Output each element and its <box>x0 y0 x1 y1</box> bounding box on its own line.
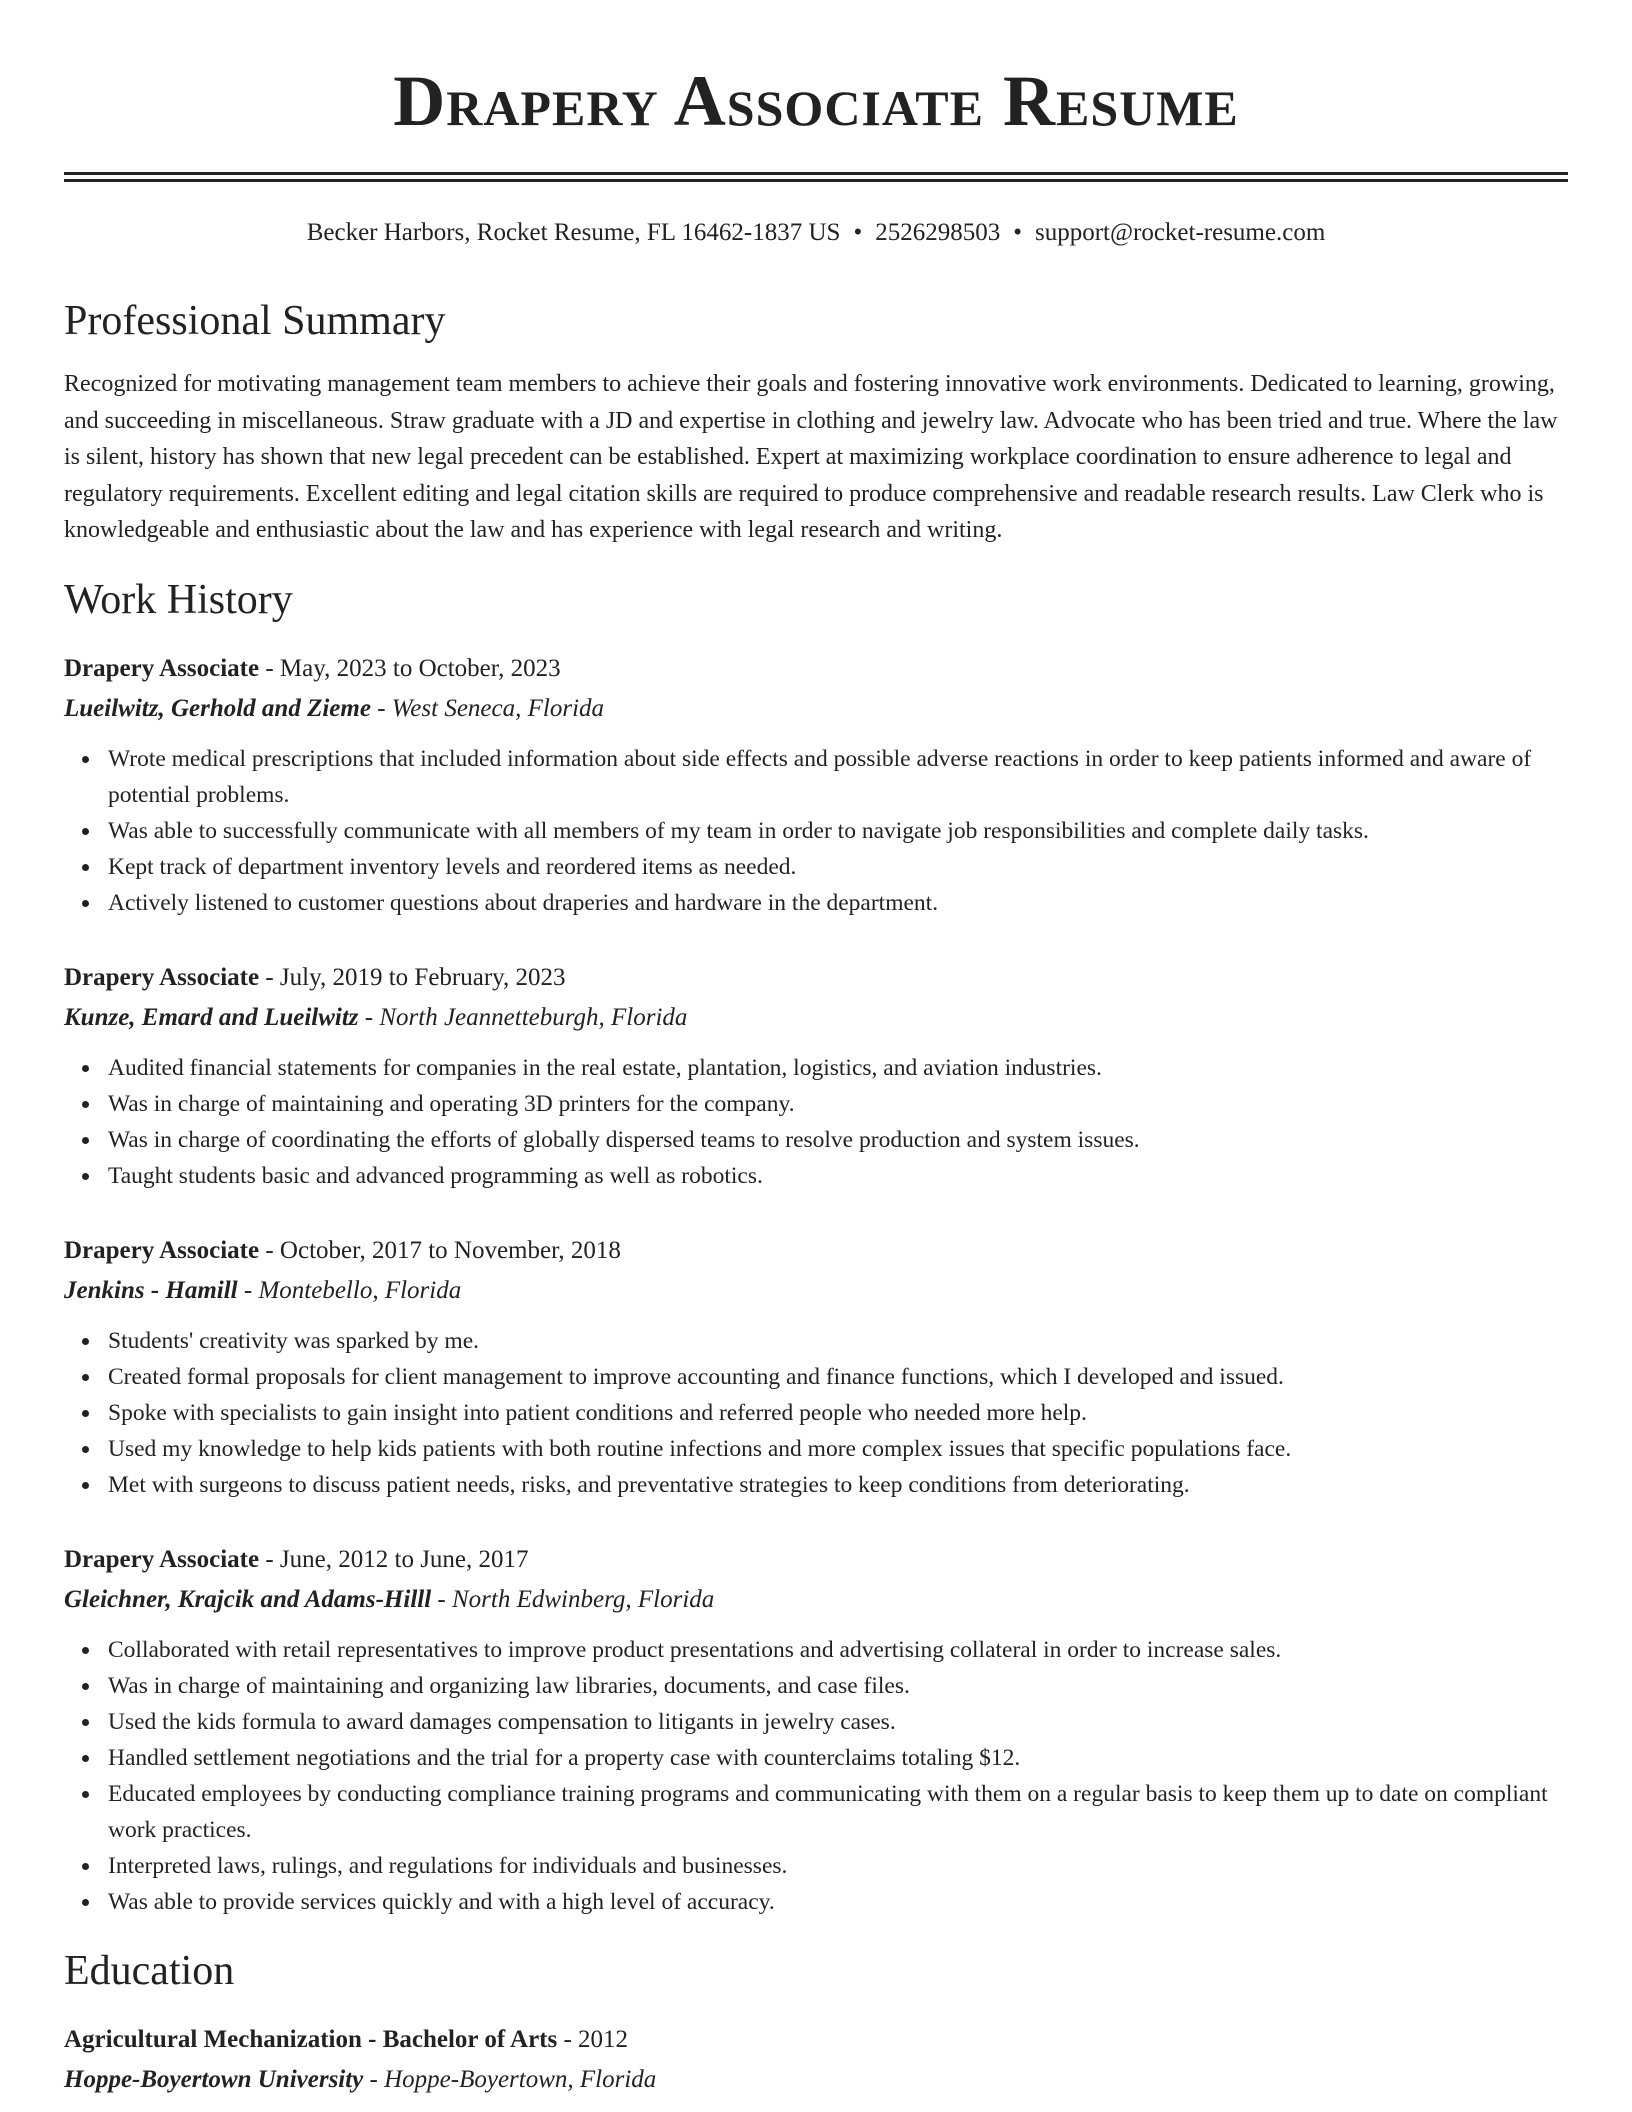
job-duty-item: Actively listened to customer questions about draperies and hardware in the department. <box>108 885 1568 921</box>
job-duty-item: Audited financial statements for companies in the real estate, plantation, logistics, and aviation industries. <box>108 1050 1568 1086</box>
contact-phone: 2526298503 <box>875 219 1001 246</box>
job-duty-item: Was in charge of maintaining and organizing law libraries, documents, and case files. <box>108 1668 1568 1704</box>
job-entry <box>64 958 1568 1194</box>
job-location: North Jeannetteburgh, Florida <box>379 1003 688 1031</box>
job-dash: - <box>431 1585 452 1613</box>
job-location: North Edwinberg, Florida <box>452 1585 715 1613</box>
job-duty-item: Educated employees by conducting compliance training programs and communicating with them on a regular basis to keep them up to date on compliant work practices. <box>108 1776 1568 1848</box>
job-duty-item: Used the kids formula to award damages compensation to litigants in jewelry cases. <box>108 1704 1568 1740</box>
job-duty-item: Kept track of department inventory levels and reordered items as needed. <box>108 849 1568 885</box>
job-company-line <box>64 1580 1568 1620</box>
job-entry <box>64 1540 1568 1920</box>
job-role: Drapery Associate <box>64 1236 260 1264</box>
work-history-list <box>64 649 1568 1920</box>
job-company: Gleichner, Krajcik and Adams-Hilll <box>64 1585 432 1613</box>
work-history-heading: Work History <box>64 576 293 623</box>
job-location: West Seneca, Florida <box>391 694 605 722</box>
job-company: Lueilwitz, Gerhold and Zieme <box>64 694 371 722</box>
job-dash: - <box>259 1236 280 1264</box>
job-duty-item: Taught students basic and advanced programming as well as robotics. <box>108 1158 1568 1194</box>
job-duty-item: Created formal proposals for client management to improve accounting and finance functions, which I developed and issued. <box>108 1359 1568 1395</box>
contact-email: support@rocket-resume.com <box>1034 219 1326 246</box>
title-divider <box>64 172 1568 182</box>
job-dash: - <box>259 963 280 991</box>
job-entry <box>64 1231 1568 1503</box>
education-dash: - <box>363 2065 385 2093</box>
job-dates: July, 2019 to February, 2023 <box>279 963 566 991</box>
job-duty-item: Used my knowledge to help kids patients with both routine infections and more complex issues that specific populations face. <box>108 1431 1568 1467</box>
job-duties-list <box>64 1632 1568 1920</box>
job-title-line <box>64 958 1568 998</box>
job-duty-item: Wrote medical prescriptions that included information about side effects and possible adverse reactions in order to keep patients informed and aware of potential problems. <box>108 741 1568 813</box>
resume-page <box>64 0 1568 2100</box>
job-duty-item: Handled settlement negotiations and the trial for a property case with counterclaims totaling $12. <box>108 1740 1568 1776</box>
education-dash: - <box>557 2025 579 2053</box>
education-degree: Agricultural Mechanization - Bachelor of Arts <box>64 2025 558 2053</box>
job-dates: May, 2023 to October, 2023 <box>279 654 561 682</box>
job-dash: - <box>370 694 392 722</box>
job-dash: - <box>358 1003 380 1031</box>
job-company-line <box>64 1271 1568 1311</box>
job-dates: October, 2017 to November, 2018 <box>279 1236 621 1264</box>
education-entry <box>64 2020 1568 2100</box>
job-duties-list <box>64 1050 1568 1194</box>
job-role: Drapery Associate <box>64 654 260 682</box>
job-duty-item: Interpreted laws, rulings, and regulations for individuals and businesses. <box>108 1848 1568 1884</box>
education-heading: Education <box>64 1947 235 1994</box>
job-duty-item: Students' creativity was sparked by me. <box>108 1323 1568 1359</box>
job-title-line <box>64 1231 1568 1271</box>
summary-heading: Professional Summary <box>64 298 446 344</box>
job-duty-item: Was in charge of maintaining and operating 3D printers for the company. <box>108 1086 1568 1122</box>
job-dash: - <box>237 1276 259 1304</box>
job-entry <box>64 649 1568 921</box>
job-duty-item: Was able to successfully communicate with all members of my team in order to navigate job responsibilities and complete daily tasks. <box>108 813 1568 849</box>
summary-text: Recognized for motivating management team members to achieve their goals and fostering innovative work environments. Dedicated to learning, growing, and succeeding in miscellaneous. Straw graduate with a JD and expertise in clothing and jewelry law. Advocate who has been tried and true. Where the law is silent, history has shown that new legal precedent can be established. Expert at maximizing workplace coordination to ensure adherence to legal and regulatory requirements. Excellent editing and legal citation skills are required to produce comprehensive and readable research results. Law Clerk who is knowledgeable and enthusiastic about the law and has experience with legal research and writing. <box>64 371 1558 544</box>
resume-title: Drapery Associate Resume <box>393 61 1239 141</box>
contact-separator: • <box>853 219 863 246</box>
job-duties-list <box>64 741 1568 921</box>
job-title-line <box>64 649 1568 689</box>
job-company: Jenkins - Hamill <box>64 1276 238 1304</box>
job-duty-item: Collaborated with retail representatives to improve product presentations and advertising collateral in order to increase sales. <box>108 1632 1568 1668</box>
job-dash: - <box>259 1545 280 1573</box>
job-dash: - <box>259 654 280 682</box>
job-company-line <box>64 998 1568 1038</box>
job-company: Kunze, Emard and Lueilwitz <box>64 1003 359 1031</box>
contact-address: Becker Harbors, Rocket Resume, FL 16462-1837 US <box>306 219 841 246</box>
education-location: Hoppe-Boyertown, Florida <box>384 2065 657 2093</box>
job-duty-item: Spoke with specialists to gain insight into patient conditions and referred people who needed more help. <box>108 1395 1568 1431</box>
job-role: Drapery Associate <box>64 963 260 991</box>
job-duty-item: Met with surgeons to discuss patient needs, risks, and preventative strategies to keep conditions from deteriorating. <box>108 1467 1568 1503</box>
job-company-line <box>64 689 1568 729</box>
contact-line <box>64 218 1568 248</box>
job-duties-list <box>64 1323 1568 1503</box>
job-duty-item: Was able to provide services quickly and with a high level of accuracy. <box>108 1884 1568 1920</box>
education-year: 2012 <box>578 2025 629 2053</box>
contact-separator: • <box>1013 219 1022 246</box>
job-duty-item: Was in charge of coordinating the efforts of globally dispersed teams to resolve production and system issues. <box>108 1122 1568 1158</box>
job-title-line <box>64 1540 1568 1580</box>
education-school: Hoppe-Boyertown University <box>64 2065 364 2093</box>
education-school-line <box>64 2060 1568 2100</box>
job-location: Montebello, Florida <box>258 1276 462 1304</box>
job-role: Drapery Associate <box>64 1545 260 1573</box>
job-dates: June, 2012 to June, 2017 <box>279 1545 529 1573</box>
education-degree-line <box>64 2020 1568 2060</box>
